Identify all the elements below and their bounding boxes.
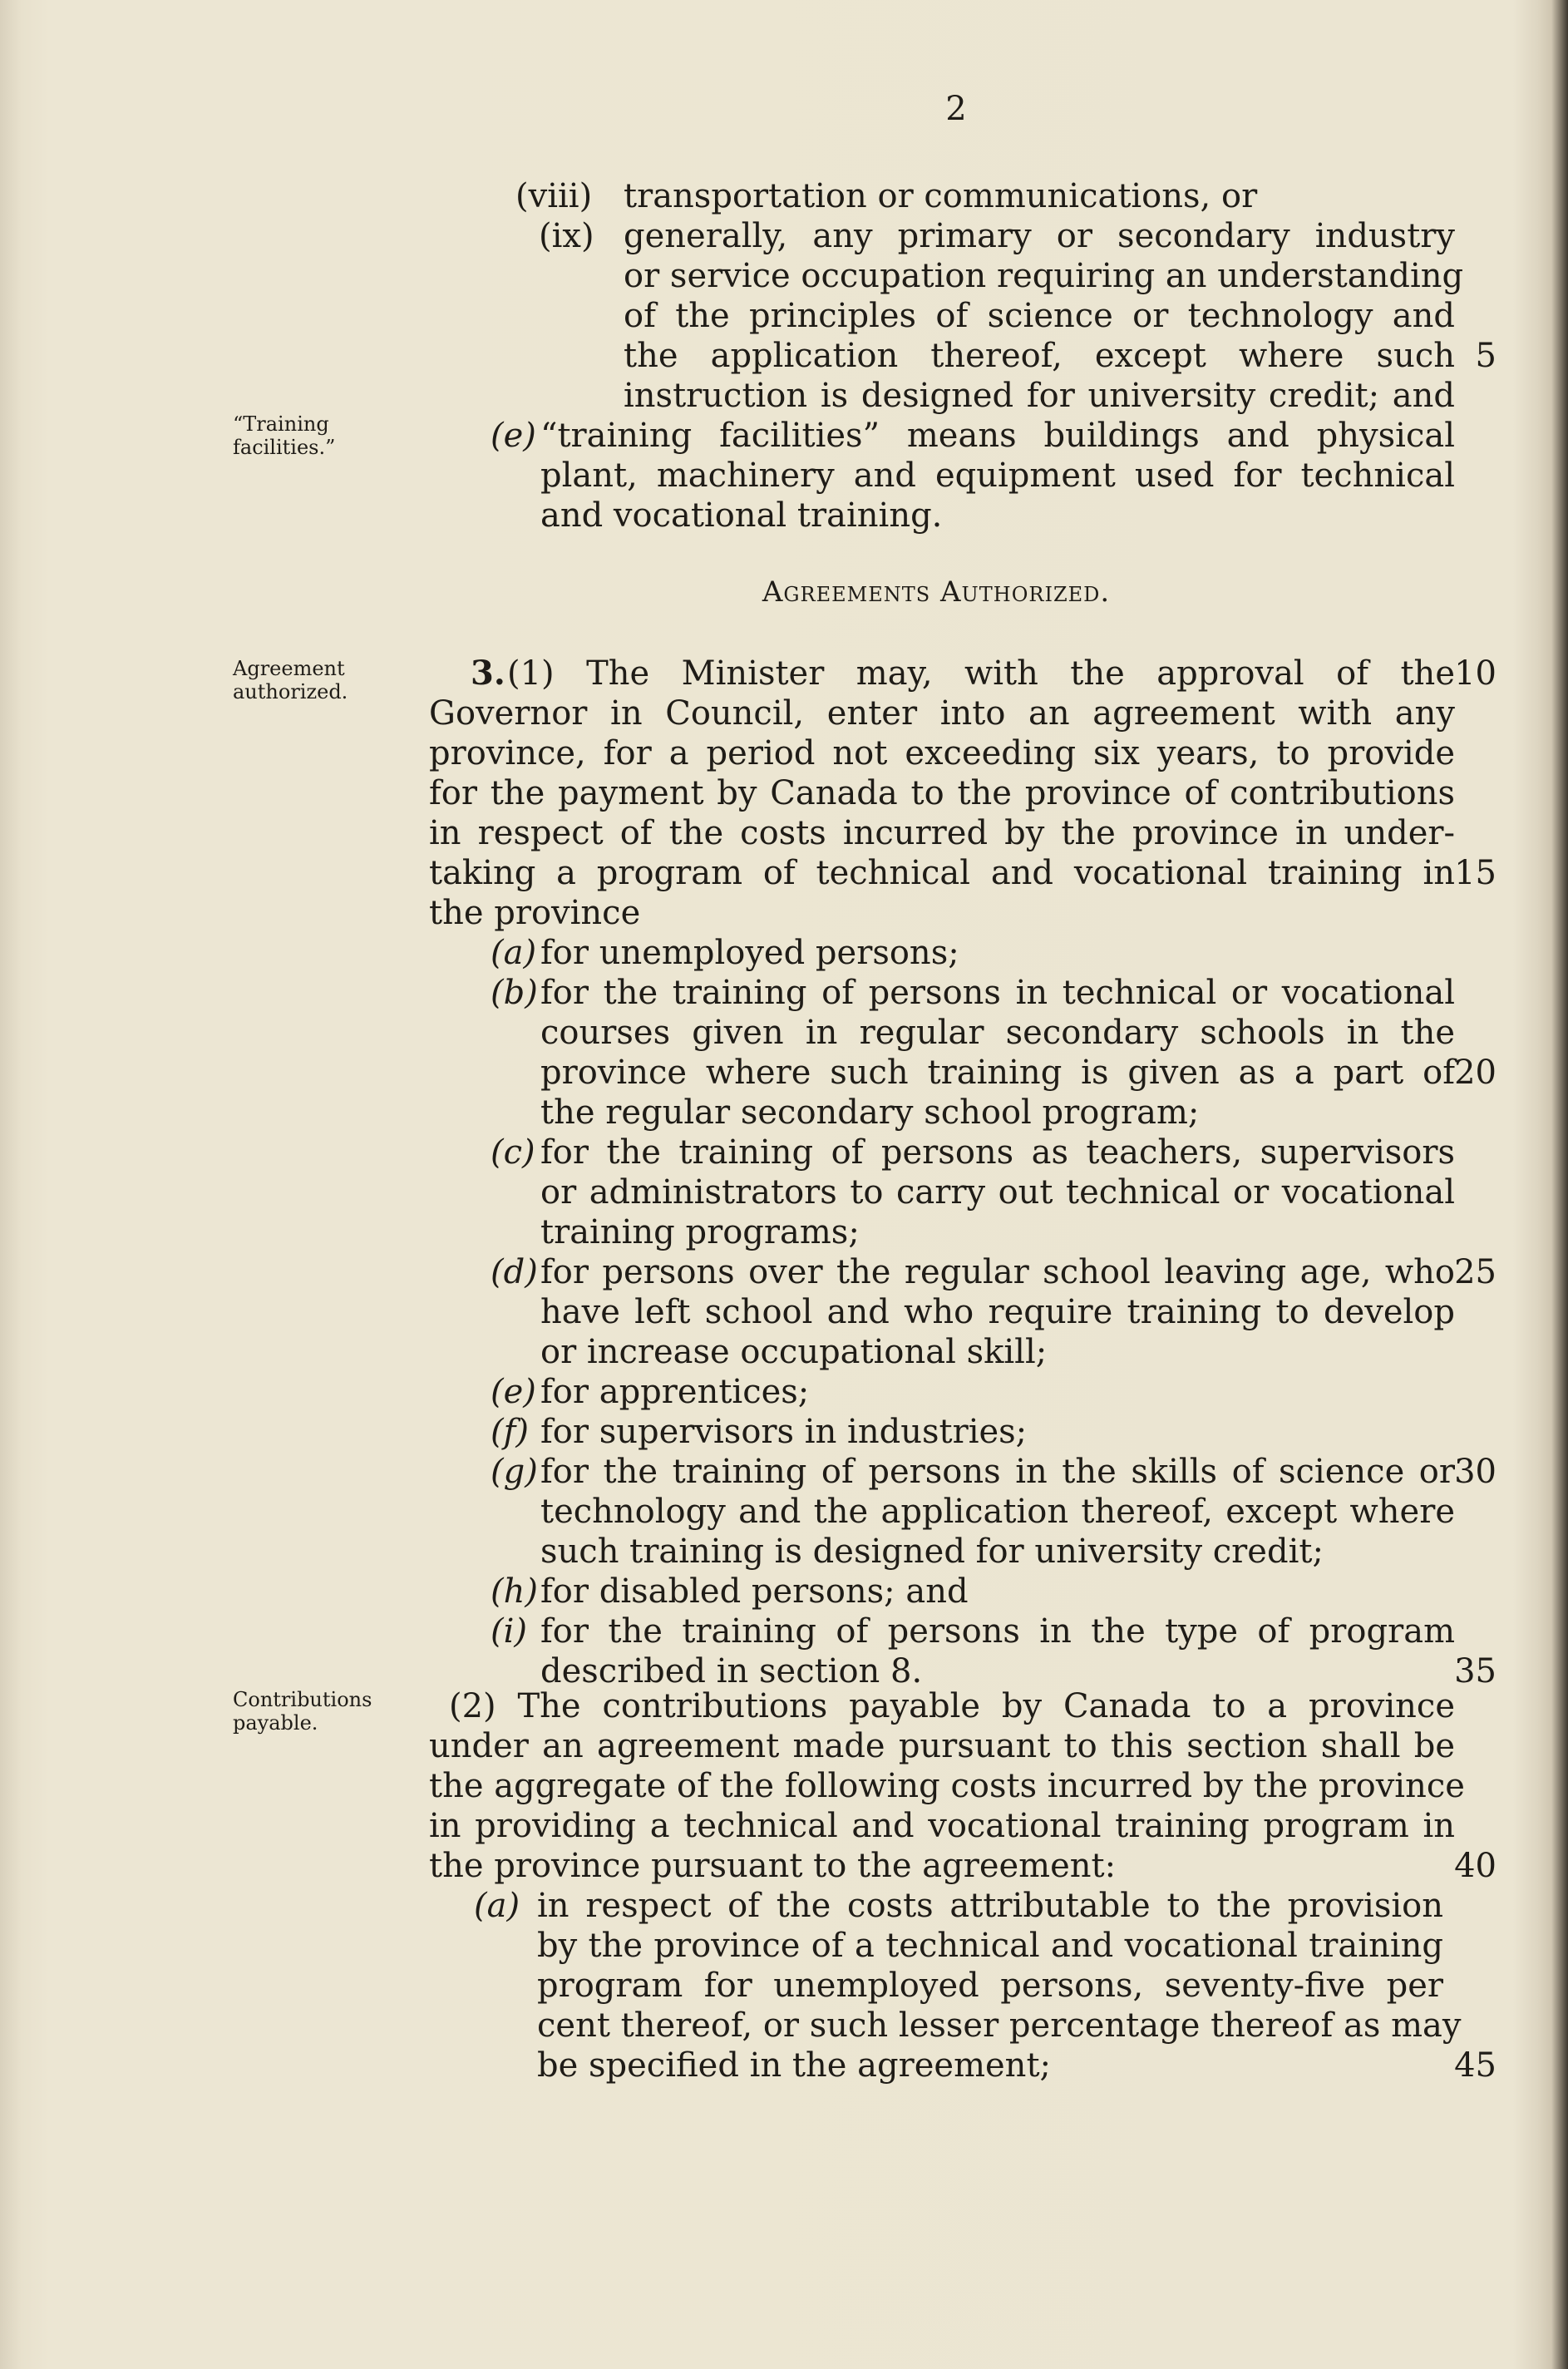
clause-label: (d) xyxy=(491,1253,538,1291)
text-line: training programs; xyxy=(540,1213,860,1251)
text-line: under an agreement made pursuant to this section shall be xyxy=(429,1727,1455,1765)
text-line: have left school and who require training to develop xyxy=(540,1293,1455,1331)
text-line: of the principles of science or technology and xyxy=(624,297,1455,335)
clause-label: (g) xyxy=(491,1453,538,1491)
clause-label: (b) xyxy=(491,974,538,1012)
text-line: for the payment by Canada to the province of contributions xyxy=(429,774,1455,812)
line-number: 25 xyxy=(1454,1253,1497,1291)
page-number: 2 xyxy=(945,90,967,128)
line-number: 45 xyxy=(1454,2046,1497,2085)
clause-label: (a) xyxy=(474,1887,520,1925)
text-line: in providing a technical and vocational training program in xyxy=(429,1807,1455,1845)
text-line: for persons over the regular school leaving age, who xyxy=(540,1253,1455,1291)
clause-label: (i) xyxy=(491,1612,528,1651)
text-line: (2) The contributions payable by Canada to a province xyxy=(449,1687,1455,1725)
text-line: the application thereof, except where such xyxy=(624,337,1455,375)
text-line: for disabled persons; and xyxy=(540,1572,969,1611)
text-line: for the training of persons in technical or vocational xyxy=(540,974,1455,1012)
text-line: for supervisors in industries; xyxy=(540,1413,1028,1451)
text-line: by the province of a technical and vocational training xyxy=(537,1927,1443,1965)
text-line: Governor in Council, enter into an agreement with any xyxy=(429,694,1455,733)
margin-note-line: “Training xyxy=(233,412,329,436)
clause-label: (e) xyxy=(491,417,536,455)
clause-label: (e) xyxy=(491,1373,536,1411)
line-number: 5 xyxy=(1475,337,1497,375)
margin-note-agreement-authorized xyxy=(233,657,348,703)
text-line: technology and the application thereof, except where xyxy=(540,1493,1455,1531)
text-line: in respect of the costs attributable to the provision xyxy=(537,1887,1443,1925)
text-line: province, for a period not exceeding six years, to provide xyxy=(429,734,1455,772)
line-number: 15 xyxy=(1454,854,1497,892)
margin-note-training-facilities xyxy=(233,412,335,459)
margin-note-line: Agreement xyxy=(233,657,345,680)
text-line: for the training of persons in the type of program xyxy=(540,1612,1455,1651)
text-line: the aggregate of the following costs incurred by the province xyxy=(429,1767,1465,1805)
section-heading: Agreements Authorized. xyxy=(762,575,1111,609)
text-line: the province pursuant to the agreement: xyxy=(429,1847,1117,1885)
text-line: such training is designed for university credit; xyxy=(540,1532,1324,1571)
text-line: plant, machinery and equipment used for technical xyxy=(540,457,1455,495)
text-line: for unemployed persons; xyxy=(540,934,959,972)
text-line: program for unemployed persons, seventy-five per xyxy=(537,1967,1443,2005)
clause-label: (viii) xyxy=(515,177,593,215)
margin-note-line: facilities.” xyxy=(233,436,336,459)
text-line: or service occupation requiring an understanding xyxy=(624,257,1464,295)
text-line: instruction is designed for university credit; and xyxy=(624,377,1455,415)
line-number: 10 xyxy=(1454,654,1497,693)
text-line: and vocational training. xyxy=(540,496,943,535)
clause-label: (h) xyxy=(491,1572,538,1611)
margin-note-line: authorized. xyxy=(233,680,348,703)
text-line: in respect of the costs incurred by the province in under- xyxy=(429,814,1455,852)
text-line: taking a program of technical and vocational training in xyxy=(429,854,1455,892)
text-line: “training facilities” means buildings and physical xyxy=(540,417,1455,455)
text-line: cent thereof, or such lesser percentage thereof as may xyxy=(537,2006,1462,2045)
line-number: 35 xyxy=(1454,1652,1497,1690)
section-number: 3. xyxy=(471,654,505,693)
text-line: be specified in the agreement; xyxy=(537,2046,1051,2085)
text-line: courses given in regular secondary schools in the xyxy=(540,1014,1455,1052)
text-line: the province xyxy=(429,894,641,932)
text-line: (1) The Minister may, with the approval of the xyxy=(507,654,1455,693)
clause-label: (a) xyxy=(491,934,537,972)
text-line: generally, any primary or secondary industry xyxy=(624,217,1455,255)
clause-label: (c) xyxy=(491,1133,535,1172)
line-number: 30 xyxy=(1454,1453,1497,1491)
margin-note-line: payable. xyxy=(233,1711,318,1735)
line-number: 40 xyxy=(1454,1847,1497,1885)
text-line: province where such training is given as a part of xyxy=(540,1054,1455,1092)
margin-note-line: Contributions xyxy=(233,1688,372,1711)
margin-note-contributions-payable xyxy=(233,1688,372,1735)
clause-label: (f) xyxy=(491,1413,530,1451)
line-number: 20 xyxy=(1454,1054,1497,1092)
text-line: the regular secondary school program; xyxy=(540,1093,1200,1132)
text-line: described in section 8. xyxy=(540,1652,923,1690)
text-line: or increase occupational skill; xyxy=(540,1333,1048,1371)
text-line: transportation or communications, or xyxy=(624,177,1258,215)
text-line: for the training of persons as teachers, supervisors xyxy=(540,1133,1455,1172)
text-line: for apprentices; xyxy=(540,1373,810,1411)
text-line: or administrators to carry out technical or vocational xyxy=(540,1173,1455,1212)
text-line: for the training of persons in the skills of science or xyxy=(540,1453,1455,1491)
clause-label: (ix) xyxy=(539,217,594,255)
